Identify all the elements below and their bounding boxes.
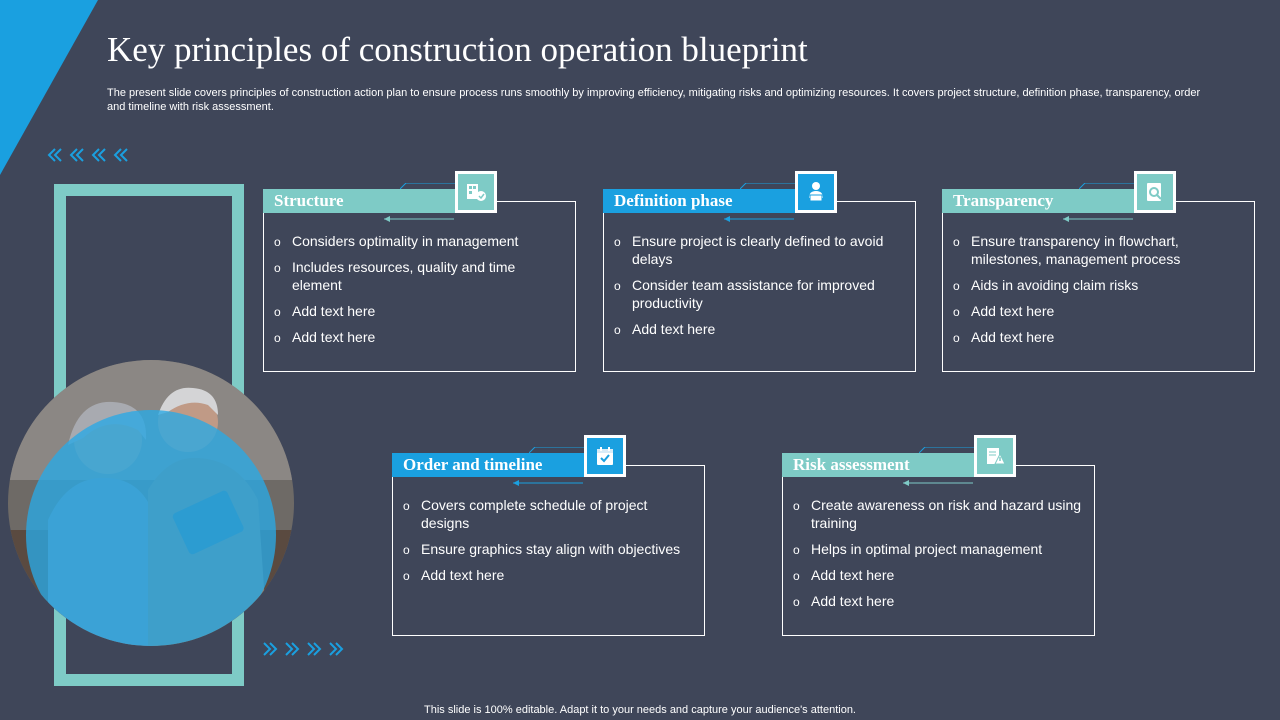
card-risk-assessment bbox=[782, 455, 1095, 636]
card-title: Transparency bbox=[942, 189, 1135, 213]
bullet-item: o Add text here bbox=[953, 302, 1243, 320]
bullet-list bbox=[793, 496, 1083, 618]
card-structure bbox=[263, 191, 576, 372]
page-subtitle: The present slide covers principles of construction action plan to ensure process runs smoothly by improving efficiency, mitigating risks and optimizing resources. It covers project structure, definition phase, transparency, order and timeline with risk assessment. bbox=[107, 87, 1201, 113]
definition-icon bbox=[795, 171, 837, 213]
structure-icon bbox=[455, 171, 497, 213]
bullet-item: o Add text here bbox=[953, 328, 1243, 346]
bullet-item: o Covers complete schedule of project designs bbox=[403, 496, 693, 532]
risk-icon bbox=[974, 435, 1016, 477]
bullet-item: o Consider team assistance for improved productivity bbox=[614, 276, 904, 312]
bullet-item: o Includes resources, quality and time element bbox=[274, 258, 564, 294]
card-title: Structure bbox=[263, 189, 456, 213]
footer-note: This slide is 100% editable. Adapt it to your needs and capture your audience's attention. bbox=[424, 704, 856, 716]
card-transparency bbox=[942, 191, 1255, 372]
bullet-item: o Ensure graphics stay align with objectives bbox=[403, 540, 693, 558]
right-chevrons-icon bbox=[261, 641, 345, 657]
bullet-list bbox=[403, 496, 693, 592]
arrow-line bbox=[903, 480, 973, 486]
bullet-item: o Add text here bbox=[403, 566, 693, 584]
page-title: Key principles of construction operation blueprint bbox=[107, 30, 808, 69]
bullet-item: o Helps in optimal project management bbox=[793, 540, 1083, 558]
bullet-list bbox=[274, 232, 564, 354]
left-chevrons-icon bbox=[46, 147, 130, 163]
bullet-list bbox=[953, 232, 1243, 354]
bullet-item: o Ensure project is clearly defined to avoid delays bbox=[614, 232, 904, 268]
bullet-item: o Add text here bbox=[793, 566, 1083, 584]
card-title: Risk assessment bbox=[782, 453, 975, 477]
bullet-item: o Add text here bbox=[274, 328, 564, 346]
bullet-item: o Aids in avoiding claim risks bbox=[953, 276, 1243, 294]
bullet-item: o Create awareness on risk and hazard using training bbox=[793, 496, 1083, 532]
card-title: Definition phase bbox=[603, 189, 796, 213]
bullet-item: o Ensure transparency in flowchart, milestones, management process bbox=[953, 232, 1243, 268]
bullet-item: o Add text here bbox=[274, 302, 564, 320]
bullet-item: o Add text here bbox=[614, 320, 904, 338]
arrow-line bbox=[384, 216, 454, 222]
transparency-icon bbox=[1134, 171, 1176, 213]
card-order-and-timeline bbox=[392, 455, 705, 636]
arrow-line bbox=[724, 216, 794, 222]
card-definition-phase bbox=[603, 191, 916, 372]
timeline-icon bbox=[584, 435, 626, 477]
bullet-list bbox=[614, 232, 904, 346]
card-title: Order and timeline bbox=[392, 453, 585, 477]
arrow-line bbox=[513, 480, 583, 486]
arrow-line bbox=[1063, 216, 1133, 222]
bullet-item: o Add text here bbox=[793, 592, 1083, 610]
couple-photo bbox=[8, 360, 294, 646]
bullet-item: o Considers optimality in management bbox=[274, 232, 564, 250]
